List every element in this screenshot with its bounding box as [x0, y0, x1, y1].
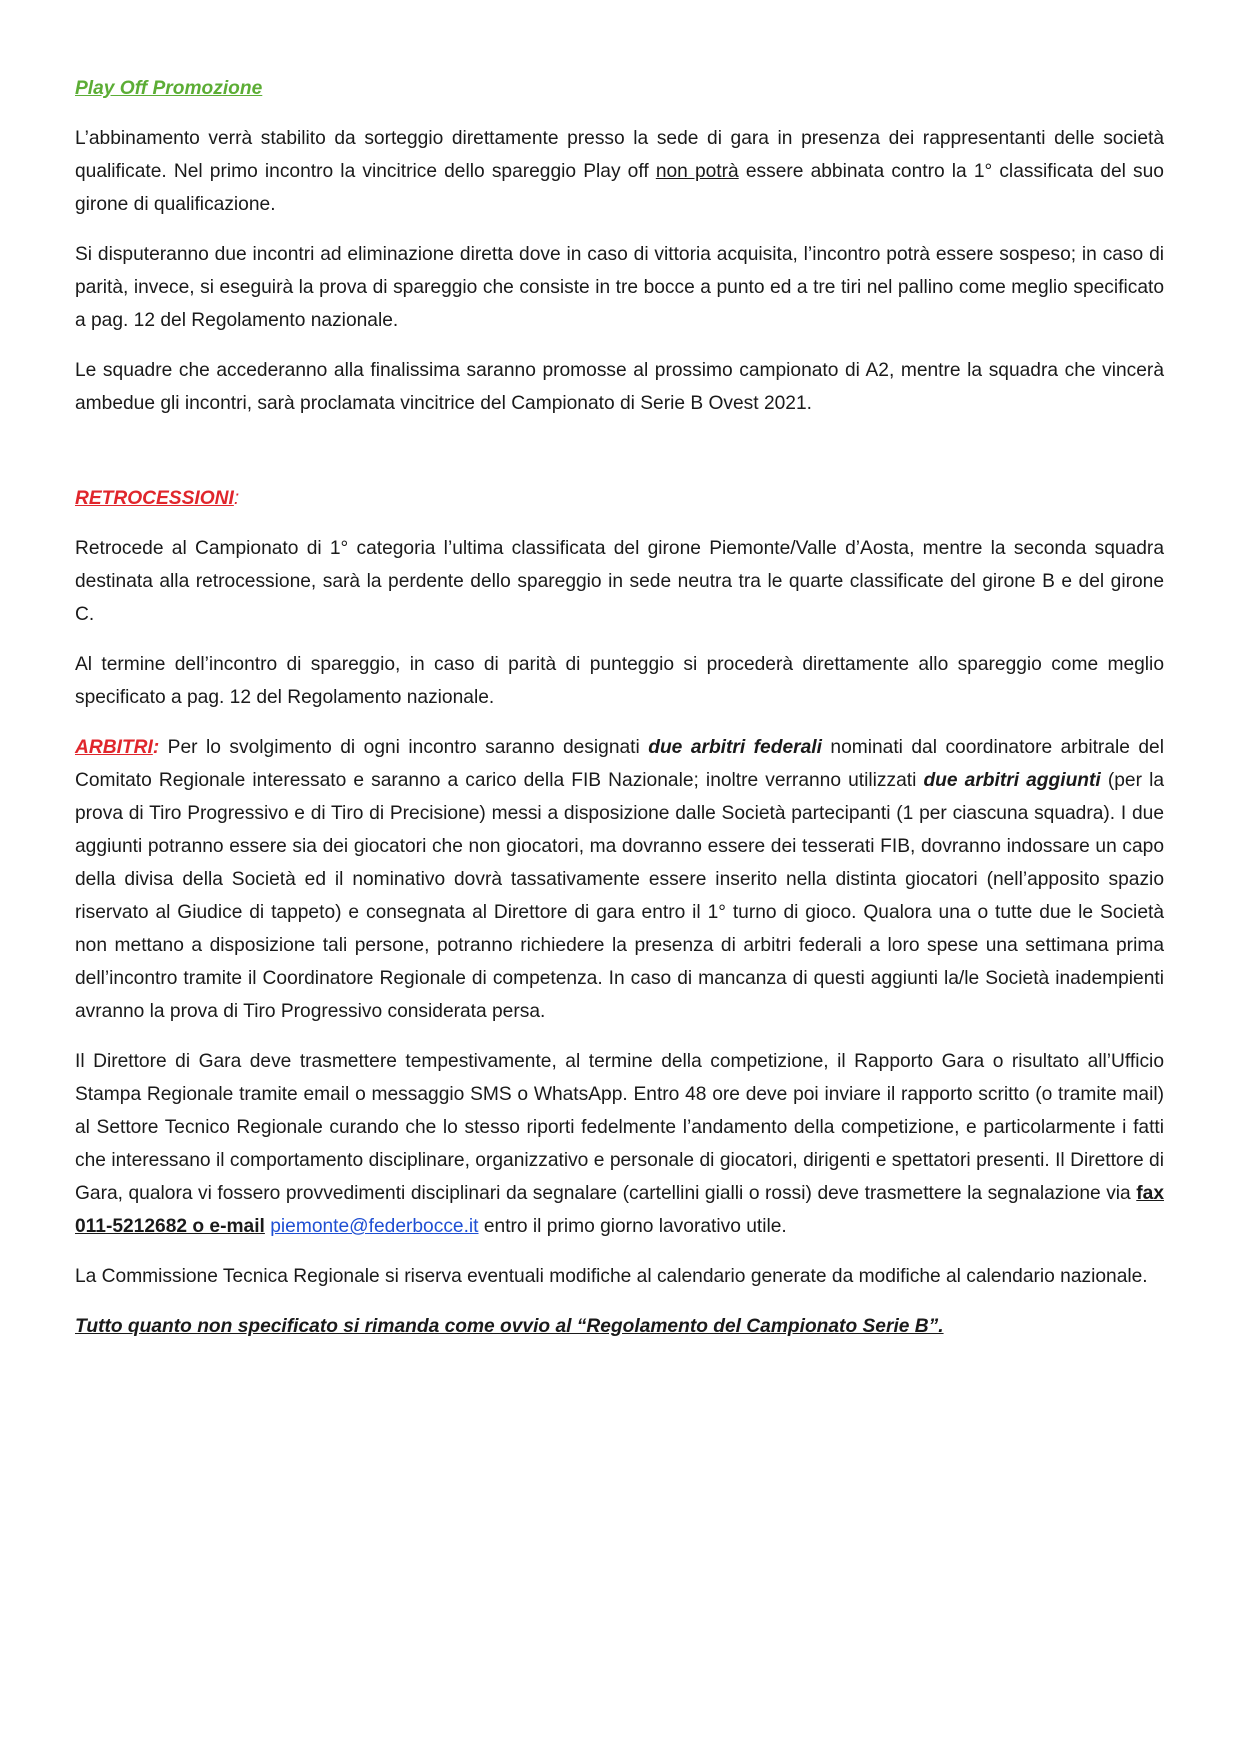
play-off-heading [75, 72, 1164, 105]
bold-italic-text: due arbitri federali [648, 737, 822, 758]
email-link[interactable]: piemonte@federbocce.it [270, 1216, 479, 1237]
text-span: nominati dal coordinatore arbitrale del Comitato Regionale interessato e saranno a carico della FIB Nazionale; inoltre verranno utilizzati [75, 737, 1164, 791]
retrocessioni-paragraph-2: Al termine dell’incontro di spareggio, in caso di parità di punteggio si procederà direttamente allo spareggio come meglio specificato a pag. 12 del Regolamento nazionale. [75, 654, 1164, 708]
retrocessioni-heading-text: RETROCESSIONI [75, 488, 234, 509]
text-span: entro il primo giorno lavorativo utile. [478, 1216, 787, 1237]
retrocessioni-heading [75, 482, 1164, 515]
direttore-paragraph [75, 1045, 1164, 1243]
fax-email-contact: fax 011-5212682 o e-mail [75, 1183, 1164, 1237]
text-span: essere abbinata contro la 1° classificata del suo girone di qualificazione. [75, 161, 1164, 215]
bold-italic-text: due arbitri aggiunti [923, 770, 1101, 791]
retrocessioni-paragraph-1: Retrocede al Campionato di 1° categoria l’ultima classificata del girone Piemonte/Valle d’Aosta, mentre la seconda squadra destinata alla retrocessione, sarà la perdente dello spareggio in sede neutra tra le quarte classificate del girone B e del girone C. [75, 538, 1164, 625]
text-span: (per la prova di Tiro Progressivo e di Tiro di Precisione) messi a disposizione dalle Società partecipanti (1 per ciascuna squadra). I due aggiunti potranno essere sia dei giocatori che non giocatori, ma dovranno essere dei tesserati FIB, dovranno indossare un capo della divisa della Società ed il nominativo dovrà tassativamente essere inserito nella distinta giocatori (nell’apposito spazio riservato al Giudice di tappeto) e consegnata al Direttore di gara entro il 1° turno di gioco. Qualora una o tutte due le Società non mettano a disposizione tali persone, potranno richiedere la presenza di arbitri federali a loro spese una settimana prima dell’incontro tramite il Coordinatore Regionale di competenza. In caso di mancanza di questi aggiunti la/le Società inadempienti avranno la prova di Tiro Progressivo considerata persa. [75, 770, 1164, 1022]
retrocessioni-colon: : [233, 488, 240, 509]
play-off-paragraph-2: Si disputeranno due incontri ad eliminazione diretta dove in caso di vittoria acquisita, l’incontro potrà essere sospeso; in caso di parità, invece, si eseguirà la prova di spareggio che consiste in tre bocce a punto ed a tre tiri nel pallino come meglio specificato a pag. 12 del Regolamento nazionale. [75, 244, 1164, 331]
text-span: Il Direttore di Gara deve trasmettere tempestivamente, al termine della competizione, il Rapporto Gara o risultato all’Ufficio Stampa Regionale tramite email o messaggio SMS o WhatsApp. Entro 48 ore deve poi inviare il rapporto scritto (o tramite mail) al Settore Tecnico Regionale curando che lo stesso riporti fedelmente l’andamento della competizione, e particolarmente i fatti che interessano il comportamento disciplinare, organizzativo e personale di giocatori, dirigenti e spettatori presenti. Il Direttore di Gara, qualora vi fossero provvedimenti disciplinari da segnalare (cartellini gialli o rossi) deve trasmettere la segnalazione via [75, 1051, 1164, 1204]
closing-statement [75, 1310, 1164, 1343]
play-off-heading-text: Play Off Promozione [75, 78, 263, 99]
closing-statement-text: Tutto quanto non specificato si rimanda come ovvio al “Regolamento del Campionato Serie B”. [75, 1316, 944, 1337]
arbitri-heading: ARBITRI [75, 737, 153, 758]
underlined-text: non potrà [655, 161, 739, 182]
commissione-paragraph: La Commissione Tecnica Regionale si riserva eventuali modifiche al calendario generate da modifiche al calendario nazionale. [75, 1266, 1148, 1287]
play-off-paragraph-1 [75, 122, 1164, 221]
arbitri-colon: : [152, 737, 160, 758]
arbitri-paragraph [75, 731, 1164, 1028]
play-off-paragraph-3: Le squadre che accederanno alla finalissima saranno promosse al prossimo campionato di A2, mentre la squadra che vincerà ambedue gli incontri, sarà proclamata vincitrice del Campionato di Serie B Ovest 2021. [75, 360, 1164, 414]
text-span: Per lo svolgimento di ogni incontro saranno designati [159, 737, 649, 758]
text-span: L’abbinamento verrà stabilito da sorteggio direttamente presso la sede di gara in presenza dei rappresentanti delle società qualificate. Nel primo incontro la vincitrice dello spareggio Play off [75, 128, 1164, 182]
